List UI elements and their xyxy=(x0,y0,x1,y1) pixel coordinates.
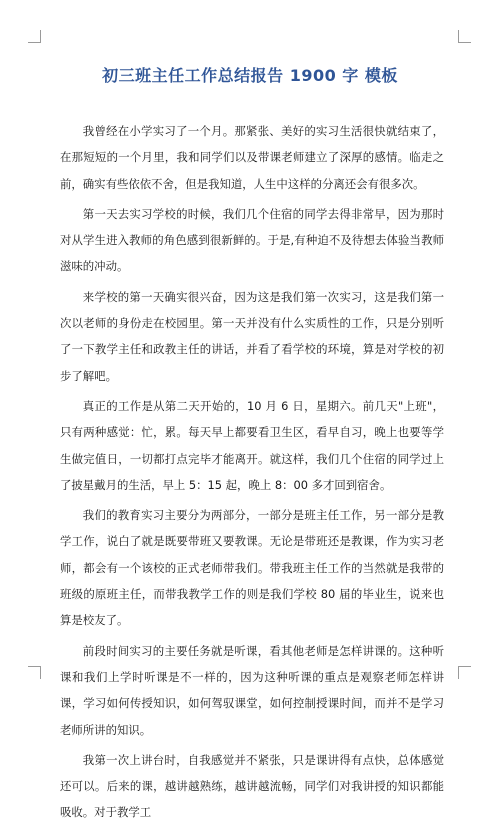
paragraph-5: 我们的教育实习主要分为两部分，一部分是班主任工作，另一部分是教学工作，说白了就是既要带班又要教课。无论是带班还是教课，作为实习老师，都会有一个该校的正式老师带我们。带我班主任工作的当然就是我带的班级的原班主任，而带我教学工作的则是我们学校 80 届的毕业生，说来也算是校友了。 xyxy=(60,508,444,628)
paragraph-3: 来学校的第一天确实很兴奋，因为这是我们第一次实习，这是我们第一次以老师的身份走在校园里。第一天并没有什么实质性的工作，只是分别听了一下教学主任和政教主任的讲话，并看了看学校的环境，算是对学校的初步了解吧。 xyxy=(60,289,444,383)
paragraph-1: 我曾经在小学实习了一个月。那紧张、美好的实习生活很快就结束了，在那短短的一个月里，我和同学们以及带课老师建立了深厚的感情。临走之前，确实有些依依不舍，但是我知道，人生中这样的分离还会有很多次。 xyxy=(60,124,444,191)
crop-mark-top-right xyxy=(458,30,471,43)
document-body xyxy=(60,118,444,820)
document-title: 初三班主任工作总结报告 1900 字 模板 xyxy=(102,66,398,85)
crop-mark-bottom-left xyxy=(28,666,41,679)
paragraph-6: 前段时间实习的主要任务就是听课，看其他老师是怎样讲课的。这种听课和我们上学时听课是不一样的，因为这种听课的重点是观察老师怎样讲课，学习如何传授知识，如何驾驭课堂，如何控制授课时间，而并不是学习老师所讲的知识。 xyxy=(60,643,444,737)
paragraph-2: 第一天去实习学校的时候，我们几个住宿的同学去得非常早，因为那时对从学生进入教师的角色感到很新鲜的。于是,有种迫不及待想去体验当教师滋味的冲动。 xyxy=(60,206,444,274)
paragraph-4: 真正的工作是从第二天开始的，10 月 6 日，星期六。前几天"上班"，只有两种感觉：忙，累。每天早上都要看卫生区，看早自习，晚上也要等学生做完值日，一切都打点完毕才能离开。就这样，我们几个住宿的同学过上了披星戴月的生活，早上 5：15 起，晚上 8：00 多才回到宿舍。 xyxy=(60,398,444,492)
paragraph-7: 我第一次上讲台时，自我感觉并不紧张，只是课讲得有点快，总体感觉还可以。后来的课，越讲越熟练，越讲越流畅，同学们对我讲授的知识都能吸收。对于教学工 xyxy=(60,752,444,820)
crop-mark-top-left xyxy=(28,30,41,43)
crop-mark-bottom-right xyxy=(458,666,471,679)
